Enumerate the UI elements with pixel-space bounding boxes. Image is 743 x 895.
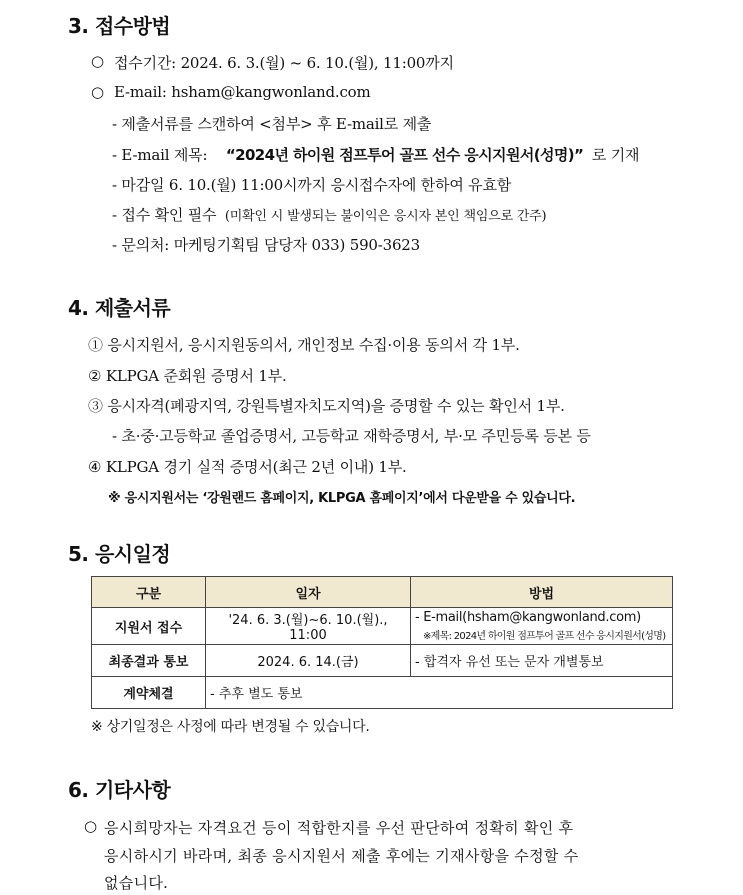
confirm-note: (미확인 시 발생되는 불이익은 응시자 본인 책임으로 간주) [224,209,547,224]
period-bullet-icon: ○ [91,52,104,70]
confirm-item [112,204,546,225]
section-4-title: 4. 제출서류 [68,296,171,320]
section-5-title: 5. 응시일정 [68,542,171,566]
etc-line-2: 응시하시기 바라며, 최종 응시지원서 제출 후에는 기재사항을 수정할 수 [104,847,579,865]
doc-item-4: ④ KLPGA 경기 실적 증명서(최근 2년 이내) 1부. [88,458,407,476]
etc-bullet-icon: ○ [84,817,97,835]
row-date: 2024. 6. 14.(금) [206,645,411,677]
row-method-text: - E-mail(hsham@kangwonland.com) [415,610,641,625]
schedule-table [91,576,673,709]
doc-item-3: ③ 응시자격(폐광지역, 강원특별자치도지역)을 증명할 수 있는 확인서 1부. [88,397,565,415]
header-category: 구분 [92,577,206,608]
row-date: '24. 6. 3.(월)~6. 10.(월)., 11:00 [206,608,411,645]
email-subject-item [112,144,639,165]
email-bullet-icon: ○ [91,83,104,101]
confirm-label: - 접수 확인 필수 [112,206,217,224]
email-subject-suffix: 로 기재 [591,146,640,164]
contact-item: - 문의처: 마케팅기획팀 담당자 033) 590-3623 [112,236,420,254]
row-method-note: ※제목: 2024년 하이원 점프투어 골프 선수 응시지원서(성명) [423,631,666,642]
table-row [92,608,673,645]
row-method [411,608,673,645]
submit-method-item: - 제출서류를 스캔하여 <첨부> 후 E-mail로 제출 [112,115,432,133]
doc-item-2: ② KLPGA 준회원 증명서 1부. [88,367,287,385]
submission-email: E-mail: hsham@kangwonland.com [114,83,371,101]
etc-line-3: 없습니다. [104,874,169,892]
header-method: 방법 [411,577,673,608]
row-date: - 추후 별도 통보 [206,677,673,709]
table-row [92,645,673,677]
etc-line-1: 응시희망자는 자격요건 등이 적합한지를 우선 판단하여 정확히 확인 후 [104,819,574,837]
doc-item-3-sub: - 초·중·고등학교 졸업증명서, 고등학교 재학증명서, 부·모 주민등록 등본 등 [112,427,591,445]
download-note: ※ 응시지원서는 ‘강원랜드 홈페이지, KLPGA 홈페이지’에서 다운받을 수 있습니다. [108,491,576,506]
doc-item-1: ① 응시지원서, 응시지원동의서, 개인정보 수집·이용 동의서 각 1부. [88,336,520,354]
table-header-row [92,577,673,608]
deadline-item: - 마감일 6. 10.(월) 11:00시까지 응시접수자에 한하여 유효함 [112,176,512,194]
section-6-title: 6. 기타사항 [68,778,171,802]
row-label: 계약체결 [92,677,206,709]
row-label: 지원서 접수 [92,608,206,645]
submission-period: 접수기간: 2024. 6. 3.(월) ~ 6. 10.(월), 11:00까지 [114,54,454,72]
header-date: 일자 [206,577,411,608]
email-subject-quote: “2024년 하이원 점프투어 골프 선수 응시지원서(성명)” [225,146,584,164]
email-subject-label: - E-mail 제목: [112,146,208,164]
row-label: 최종결과 통보 [92,645,206,677]
row-method: - 합격자 유선 또는 문자 개별통보 [411,645,673,677]
schedule-note: ※ 상기일정은 사정에 따라 변경될 수 있습니다. [91,719,370,735]
section-3-title: 3. 접수방법 [68,14,171,38]
table-row [92,677,673,709]
